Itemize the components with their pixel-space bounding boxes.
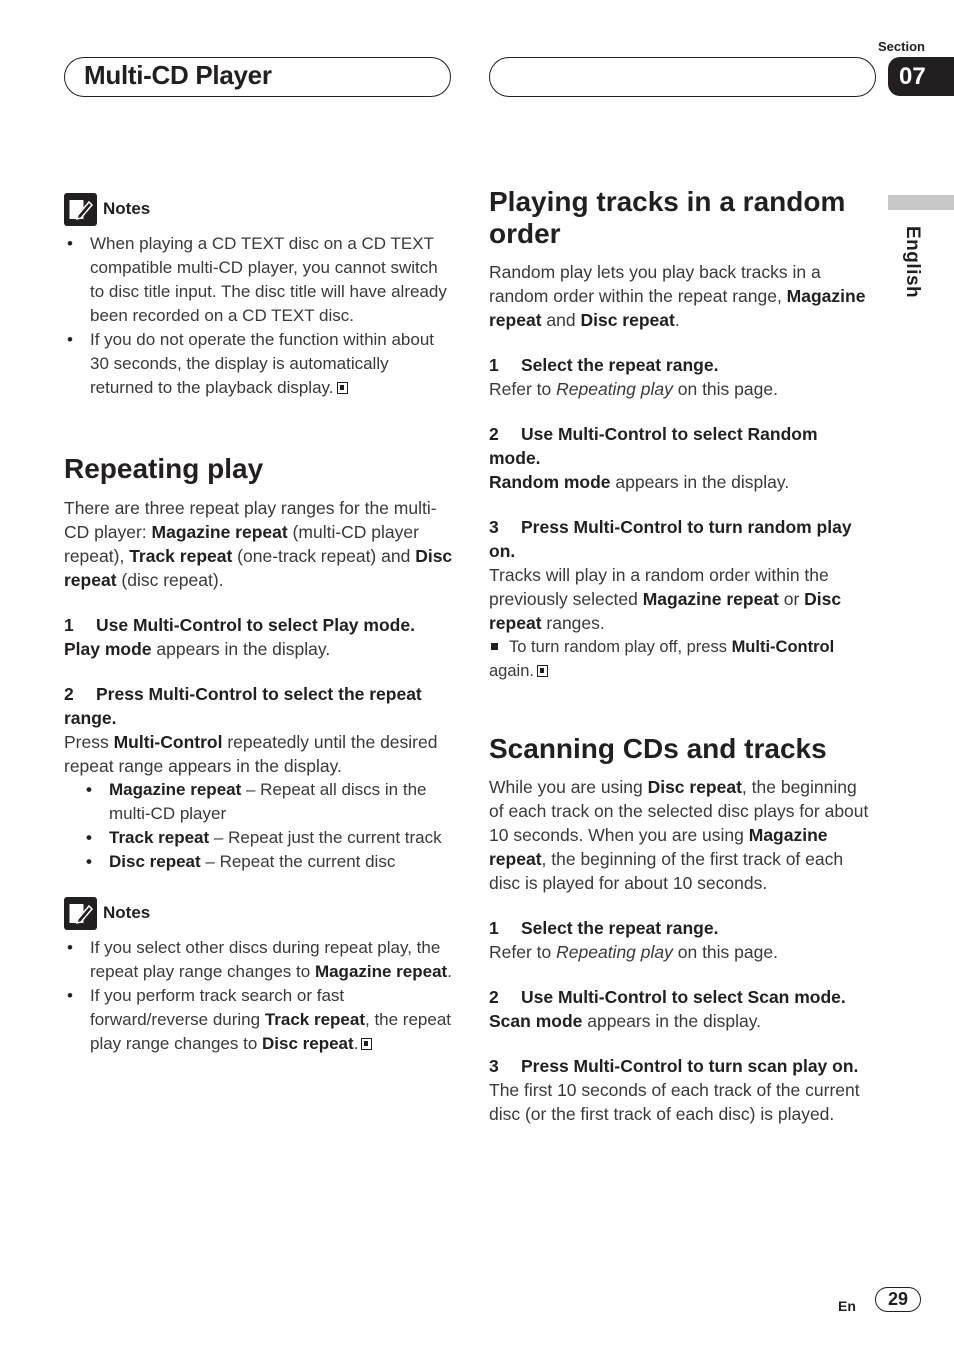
paragraph: Scan mode appears in the display. xyxy=(489,1011,762,1031)
step-heading: 2 Use Multi-Control to select Random mode. xyxy=(489,424,818,468)
list-item: • Track repeat – Repeat just the current track xyxy=(86,826,456,850)
step-heading: 3 Press Multi-Control to turn scan play on. xyxy=(489,1056,859,1076)
note-item: • If you do not operate the function within about 30 seconds, the display is automatically returned to the playback display. xyxy=(64,328,456,400)
end-mark-icon xyxy=(537,665,548,677)
tip-note: To turn random play off, press Multi-Control again. xyxy=(489,638,835,680)
page-title: Multi-CD Player xyxy=(84,60,272,90)
paragraph: While you are using Disc repeat, the beginning of each track on the selected disc plays for about 10 seconds. When you are using Magazine repeat, the beginning of the first track of each disc is played for about 10 seconds. xyxy=(489,777,869,893)
paragraph: The first 10 seconds of each track of the current disc (or the first track of each disc) is played. xyxy=(489,1080,860,1124)
notes-heading: Notes xyxy=(103,199,151,218)
note-item: • If you select other discs during repeat play, the repeat play range changes to Magazine repeat. xyxy=(64,936,456,984)
section-heading: Scanning CDs and tracks xyxy=(489,733,827,764)
paragraph: There are three repeat play ranges for the multi-CD player: Magazine repeat (multi-CD player repeat), Track repeat (one-track repeat) and Disc repeat (disc repeat). xyxy=(64,498,453,590)
section-number: 07 xyxy=(899,63,926,90)
footer-language-code: En xyxy=(838,1298,856,1314)
paragraph: Random mode appears in the display. xyxy=(489,472,790,492)
end-mark-icon xyxy=(337,382,348,394)
paragraph: Refer to Repeating play on this page. xyxy=(489,942,778,962)
page-number: 29 xyxy=(875,1287,921,1312)
pencil-notes-icon xyxy=(64,193,97,226)
step-heading: 1 Use Multi-Control to select Play mode. xyxy=(64,615,415,635)
section-number-badge xyxy=(888,57,954,96)
paragraph: Play mode appears in the display. xyxy=(64,639,331,659)
list-item: • Magazine repeat – Repeat all discs in the multi-CD player xyxy=(86,778,456,826)
language-tab-bar xyxy=(888,195,954,210)
note-item: • When playing a CD TEXT disc on a CD TEXT compatible multi-CD player, you cannot switch to disc title input. The disc title will have already been recorded on a CD TEXT disc. xyxy=(64,232,456,328)
pencil-notes-icon xyxy=(64,897,97,930)
step-heading: 2 Use Multi-Control to select Scan mode. xyxy=(489,987,846,1007)
repeat-range-list xyxy=(64,778,456,874)
step-heading: 2 Press Multi-Control to select the repeat range. xyxy=(64,684,422,728)
notes-block xyxy=(64,192,456,400)
notes-block xyxy=(64,896,456,1056)
note-item: • If you perform track search or fast forward/reverse during Track repeat, the repeat play range changes to Disc repeat. xyxy=(64,984,456,1056)
paragraph: Refer to Repeating play on this page. xyxy=(489,379,778,399)
section-heading: Playing tracks in a random order xyxy=(489,186,846,249)
end-mark-icon xyxy=(361,1038,372,1050)
list-item: • Disc repeat – Repeat the current disc xyxy=(86,850,456,874)
step-heading: 3 Press Multi-Control to turn random play on. xyxy=(489,517,852,561)
paragraph: Tracks will play in a random order within the previously selected Magazine repeat or Disc repeat ranges. xyxy=(489,565,842,633)
step-heading: 1 Select the repeat range. xyxy=(489,918,719,938)
paragraph: Random play lets you play back tracks in a random order within the repeat range, Magazine repeat and Disc repeat. xyxy=(489,262,866,330)
step-heading: 1 Select the repeat range. xyxy=(489,355,719,375)
left-column xyxy=(64,192,456,1056)
language-label: English xyxy=(902,226,923,299)
right-column xyxy=(489,186,869,1126)
header-blank-frame xyxy=(489,57,876,97)
paragraph: Press Multi-Control repeatedly until the desired repeat range appears in the display. xyxy=(64,732,438,776)
section-label: Section xyxy=(878,39,925,54)
section-heading: Repeating play xyxy=(64,453,264,484)
square-bullet-icon xyxy=(491,643,498,650)
notes-heading: Notes xyxy=(103,903,151,922)
